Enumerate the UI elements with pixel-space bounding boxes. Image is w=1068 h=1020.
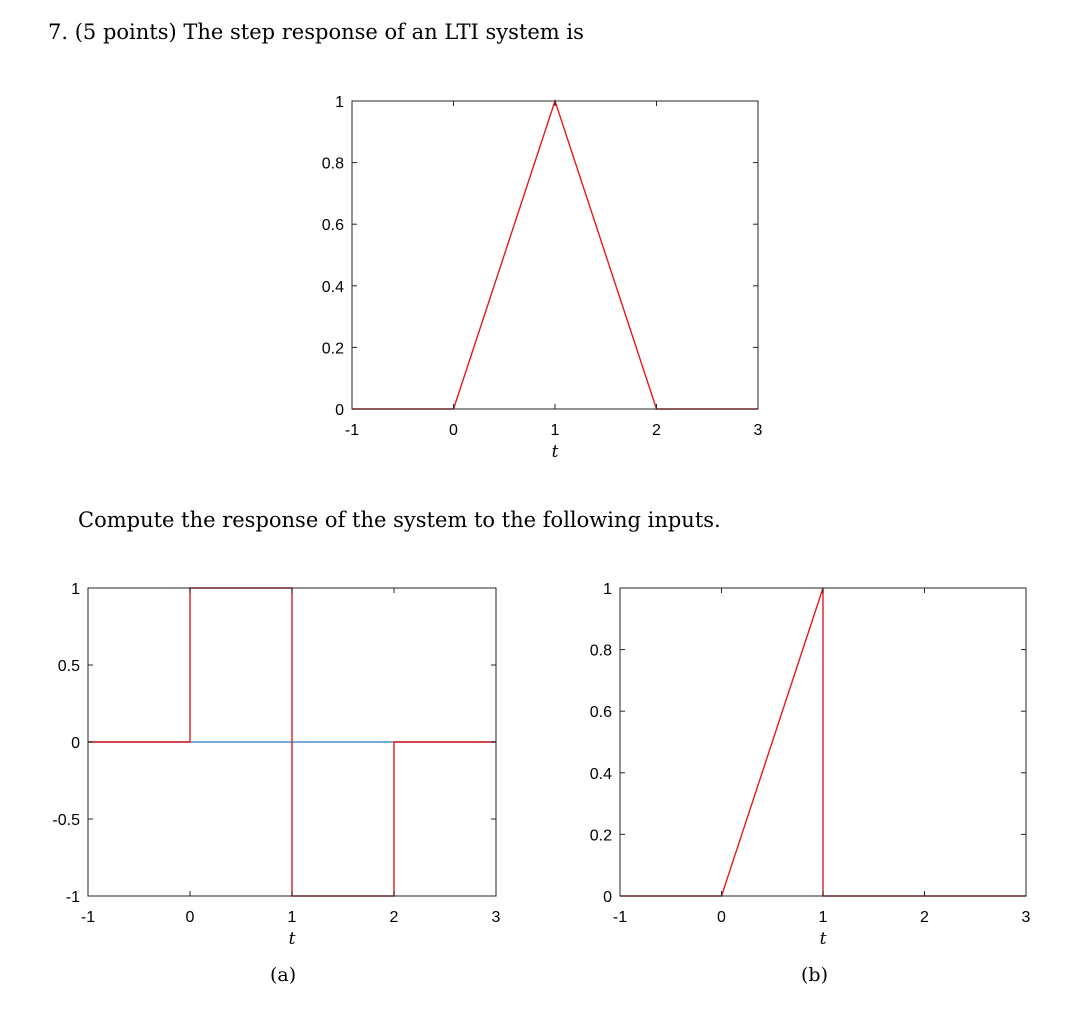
step-response-xtick-label: 3 (753, 422, 763, 439)
input-b-ytick-label: 1 (603, 581, 612, 598)
input-a-xtick-label: 1 (287, 909, 297, 926)
input-b-ytick-label: 0.6 (589, 704, 612, 722)
step-response-ytick-label: 0.2 (321, 340, 344, 358)
input-b-xtick-label: 2 (920, 909, 929, 926)
input-b-xlabel: t (819, 929, 827, 949)
input-b-ytick-label: 0.4 (589, 765, 612, 783)
caption-b: (b) (801, 964, 828, 986)
input-a-xlabel: t (288, 929, 296, 949)
step-response-xlabel: t (551, 442, 559, 462)
input-b-xtick-label: -1 (612, 909, 628, 926)
caption-a: (a) (270, 964, 297, 986)
input-b-xtick-label: 0 (717, 909, 726, 926)
step-response-xtick-label: 0 (449, 422, 458, 439)
input-b-ytick-label: 0.8 (589, 642, 612, 660)
input-a-ytick-label: 1 (71, 581, 80, 598)
input-a-ytick-label: 0 (71, 735, 80, 752)
step-response-xtick-label: -1 (344, 422, 360, 439)
input-a-ytick-label: -0.5 (52, 812, 80, 829)
input-b-ytick-label: 0 (603, 889, 612, 906)
step-response-ytick-label: 0.4 (321, 278, 344, 296)
step-response-xtick-label: 1 (550, 422, 560, 439)
input-a-xtick-label: -1 (80, 909, 96, 926)
step-response-ytick-label: 0.8 (321, 155, 344, 173)
step-response-ytick-label: 0.6 (321, 217, 344, 235)
input-a-xtick-label: 0 (185, 909, 195, 926)
step-response-xtick-label: 2 (652, 422, 661, 439)
input-a-xtick-label: 3 (491, 909, 501, 926)
input-a-xtick-label: 2 (389, 909, 399, 926)
input-b-xtick-label: 1 (818, 909, 828, 926)
input-b-series-line-0 (620, 588, 1026, 896)
problem-number: 7. (48, 20, 69, 44)
input-a-ytick-label: -1 (65, 889, 80, 906)
input-b-xtick-label: 3 (1021, 909, 1031, 926)
instruction-text: Compute the response of the system to the following inputs. (78, 508, 721, 532)
problem-text: (5 points) The step response of an LTI system is (74, 20, 584, 44)
input-a-ytick-label: 0.5 (57, 658, 80, 675)
step-response-ytick-label: 1 (335, 94, 344, 111)
input-b-ytick-label: 0.2 (589, 827, 612, 845)
step-response-ytick-label: 0 (335, 402, 344, 419)
